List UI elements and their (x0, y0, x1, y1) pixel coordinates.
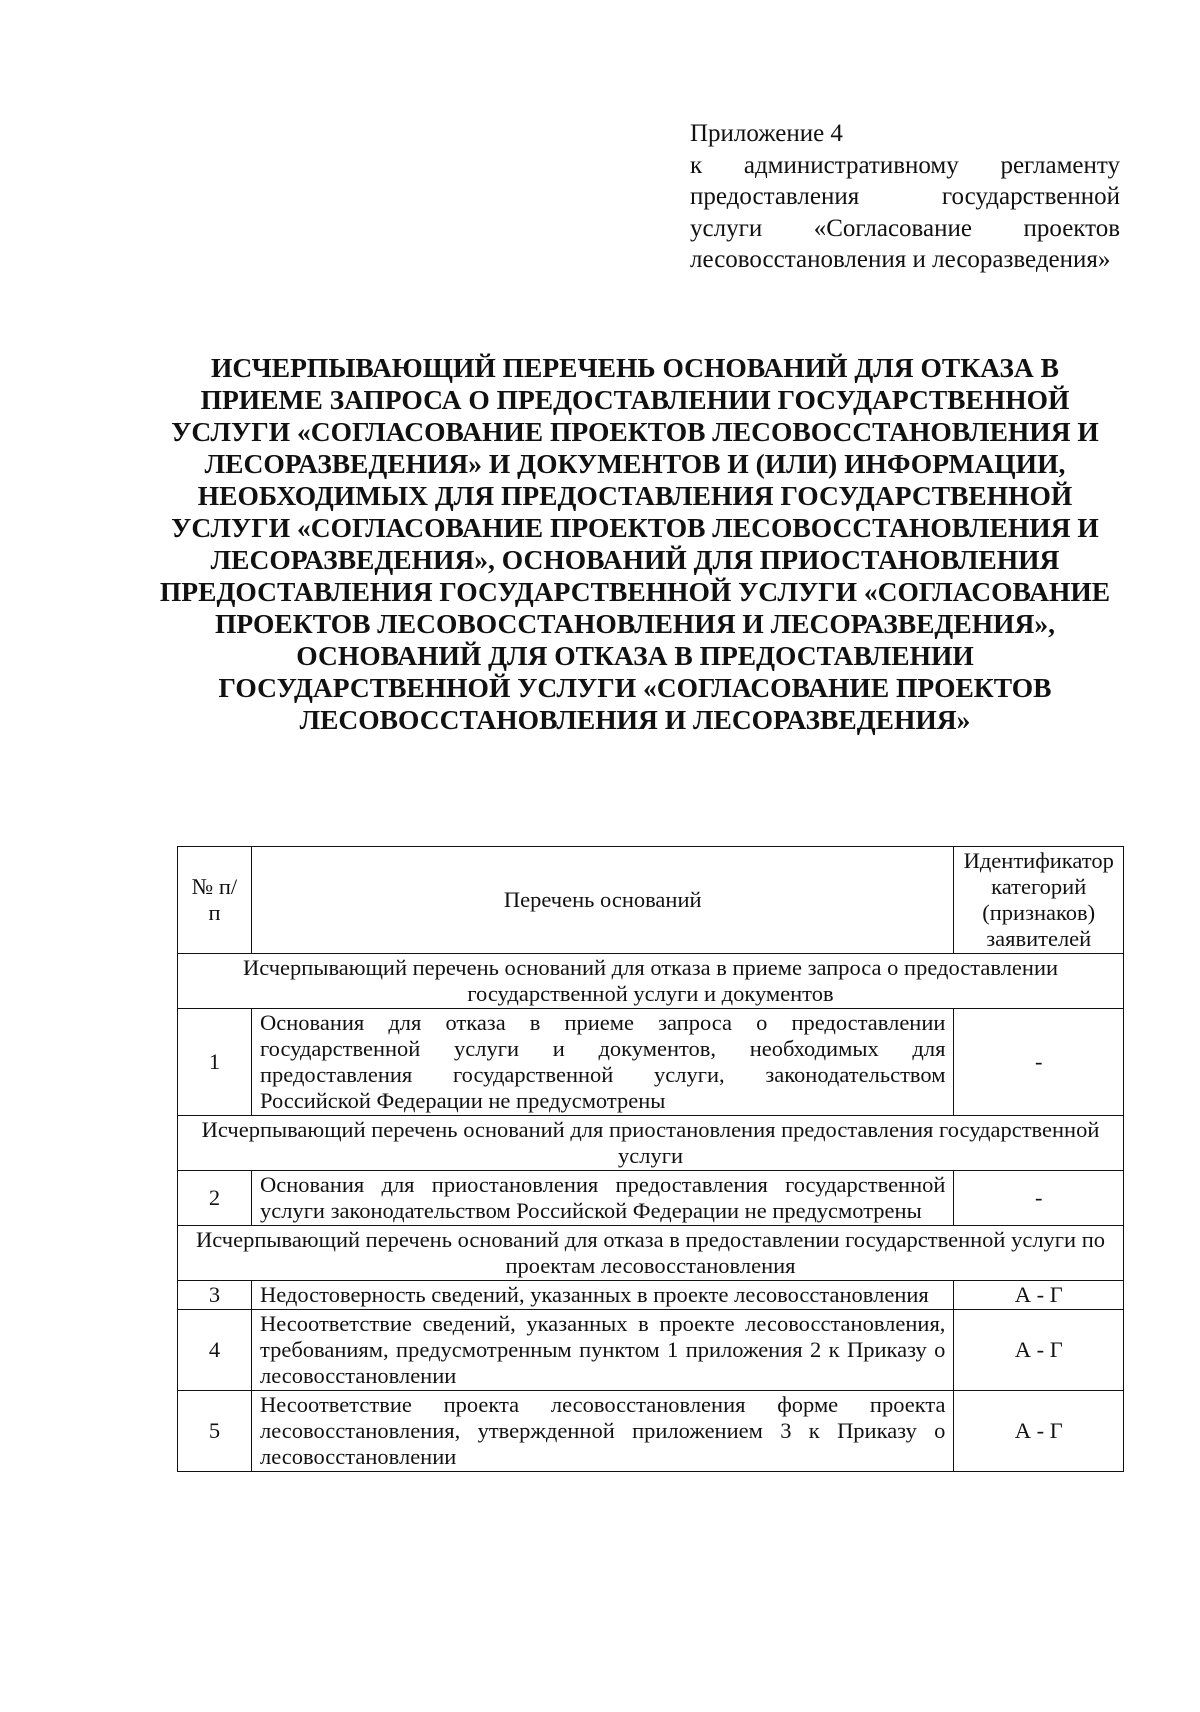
row-text: Недостоверность сведений, указанных в проекте лесовосстановления (251, 1281, 953, 1310)
row-text: Несоответствие сведений, указанных в проекте лесовосстановления, требованиям, предусмотренным пунктом 1 приложения 2 к Приказу о лесовосстановлении (251, 1310, 953, 1391)
reasons-table (177, 846, 1124, 1472)
appendix-number: Приложение 4 (690, 120, 843, 147)
section-row (178, 954, 1124, 1009)
table-row (178, 1310, 1124, 1391)
section-heading: Исчерпывающий перечень оснований для отказа в приеме запроса о предоставлении государственной услуги и документов (178, 954, 1124, 1009)
section-heading: Исчерпывающий перечень оснований для отказа в предоставлении государственной услуги по проектам лесовосстановления (178, 1226, 1124, 1281)
document-title: ИСЧЕРПЫВАЮЩИЙ ПЕРЕЧЕНЬ ОСНОВАНИЙ ДЛЯ ОТКАЗА В ПРИЕМЕ ЗАПРОСА О ПРЕДОСТАВЛЕНИИ ГОСУДАРСТВЕННОЙ УСЛУГИ «СОГЛАСОВАНИЕ ПРОЕКТОВ ЛЕСОВОССТАНОВЛЕНИЯ И ЛЕСОРАЗВЕДЕНИЯ» И ДОКУМЕНТОВ И (ИЛИ) ИНФОРМАЦИИ, НЕОБХОДИМЫХ ДЛЯ ПРЕДОСТАВЛЕНИЯ ГОСУДАРСТВЕННОЙ УСЛУГИ «СОГЛАСОВАНИЕ ПРОЕКТОВ ЛЕСОВОССТАНОВЛЕНИЯ И ЛЕСОРАЗВЕДЕНИЯ», ОСНОВАНИЙ ДЛЯ ПРИОСТАНОВЛЕНИЯ ПРЕДОСТАВЛЕНИЯ ГОСУДАРСТВЕННОЙ УСЛУГИ «СОГЛАСОВАНИЕ ПРОЕКТОВ ЛЕСОВОССТАНОВЛЕНИЯ И ЛЕСОРАЗВЕДЕНИЯ», ОСНОВАНИЙ ДЛЯ ОТКАЗА В ПРЕДОСТАВЛЕНИИ ГОСУДАРСТВЕННОЙ УСЛУГИ «СОГЛАСОВАНИЕ ПРОЕКТОВ ЛЕСОВОССТАНОВЛЕНИЯ И ЛЕСОРАЗВЕДЕНИЯ» (159, 352, 1111, 735)
row-text: Основания для отказа в приеме запроса о предоставлении государственной услуги и документов, необходимых для предоставления государственной услуги, законодательством Российской Федерации не предусмотрены (251, 1009, 953, 1116)
row-number: 4 (178, 1310, 252, 1391)
appendix-header (690, 118, 1120, 276)
row-category: А - Г (954, 1281, 1124, 1310)
row-category: А - Г (954, 1391, 1124, 1472)
table-row (178, 1009, 1124, 1116)
row-text: Основания для приостановления предоставления государственной услуги законодательством Российской Федерации не предусмотрены (251, 1171, 953, 1226)
appendix-reference: к административному регламенту предоставления государственной услуги «Согласование проектов лесовосстановления и лесоразведения» (690, 151, 1120, 273)
table-header-row (178, 847, 1124, 954)
table-row (178, 1171, 1124, 1226)
row-number: 3 (178, 1281, 252, 1310)
row-number: 2 (178, 1171, 252, 1226)
row-number: 1 (178, 1009, 252, 1116)
row-category: А - Г (954, 1310, 1124, 1391)
table-row (178, 1391, 1124, 1472)
section-row (178, 1226, 1124, 1281)
header-category: Идентификатор категорий (признаков) заявителей (954, 847, 1124, 954)
section-heading: Исчерпывающий перечень оснований для приостановления предоставления государственной услуги (178, 1116, 1124, 1171)
header-number: № п/п (178, 847, 252, 954)
row-text: Несоответствие проекта лесовосстановления форме проекта лесовосстановления, утвержденной приложением 3 к Приказу о лесовосстановлении (251, 1391, 953, 1472)
row-category: - (954, 1171, 1124, 1226)
section-row (178, 1116, 1124, 1171)
row-category: - (954, 1009, 1124, 1116)
header-reasons: Перечень оснований (251, 847, 953, 954)
row-number: 5 (178, 1391, 252, 1472)
table-row (178, 1281, 1124, 1310)
